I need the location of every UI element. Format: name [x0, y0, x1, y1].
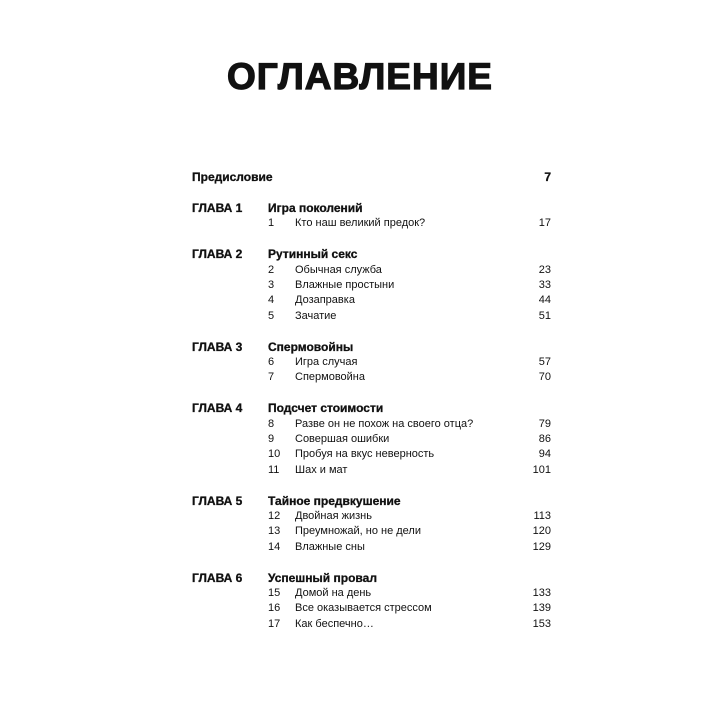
chapter-heading: [192, 247, 551, 262]
section-number: 7: [268, 371, 275, 384]
page-number: 113: [533, 510, 551, 523]
section-title: Преумножай, но не дели: [295, 525, 421, 538]
section-title: Совершая ошибки: [295, 433, 390, 446]
page-number: 139: [532, 602, 551, 615]
preface-label: Предисловие: [192, 170, 273, 184]
section-title: Домой на день: [295, 587, 372, 600]
page-number: 33: [538, 279, 551, 292]
section-number: 12: [268, 510, 281, 523]
page-number: 51: [538, 309, 551, 322]
section-title: Пробуя на вкус неверность: [295, 448, 435, 461]
chapter-group: [192, 571, 551, 632]
toc-entry: [192, 309, 551, 324]
toc-entry: [192, 417, 551, 432]
page-number: 129: [532, 540, 551, 553]
toc-entry: [192, 447, 551, 462]
toc-entry: [192, 432, 551, 447]
section-title: Спермовойна: [295, 371, 365, 384]
section-number: 3: [268, 279, 275, 292]
chapter-heading: [192, 201, 551, 216]
section-number: 13: [268, 525, 281, 538]
chapter-group: [192, 494, 551, 555]
page-number: 94: [538, 448, 551, 461]
section-number: 15: [268, 587, 281, 600]
page-number: 17: [538, 217, 551, 230]
toc-entry: [192, 586, 551, 601]
section-number: 17: [268, 617, 281, 630]
toc-entry: [192, 370, 551, 385]
chapter-group: [192, 201, 551, 232]
section-number: 9: [268, 433, 275, 446]
toc-entry: [192, 355, 551, 370]
chapter-label: ГЛАВА 4: [192, 401, 243, 416]
chapter-label: ГЛАВА 3: [192, 339, 243, 354]
section-number: 6: [268, 356, 275, 369]
page-number: 79: [538, 417, 551, 430]
section-title: Влажные сны: [295, 540, 365, 553]
section-number: 10: [268, 448, 281, 461]
section-number: 1: [268, 217, 275, 230]
toc-entry: [192, 278, 551, 293]
page-number: 86: [538, 433, 551, 446]
page-number: 70: [538, 371, 551, 384]
section-number: 8: [268, 417, 275, 430]
toc-entry: [192, 216, 551, 231]
toc-entry: [192, 263, 551, 278]
section-number: 5: [268, 309, 275, 322]
preface-entry: [192, 170, 551, 185]
page-number: 44: [538, 294, 551, 307]
chapter-title: Подсчет стоимости: [268, 401, 384, 416]
preface-page: 7: [544, 170, 551, 184]
section-number: 16: [268, 602, 281, 615]
chapter-group: [192, 401, 551, 477]
section-title: Обычная служба: [295, 263, 382, 276]
section-title: Влажные простыни: [295, 279, 395, 292]
toc-entry: [192, 540, 551, 555]
page-number: 101: [532, 463, 551, 476]
chapter-group: [192, 340, 551, 386]
toc-entry: [192, 601, 551, 616]
section-title: Зачатие: [295, 309, 337, 322]
section-title: Разве он не похож на своего отца?: [295, 417, 474, 430]
toc-entry: [192, 509, 551, 524]
section-title: Как беспечно…: [295, 617, 374, 630]
section-number: 11: [268, 463, 280, 476]
chapter-heading: [192, 401, 551, 416]
chapter-title: Спермовойны: [268, 339, 354, 354]
section-title: Кто наш великий предок?: [295, 217, 426, 230]
section-title: Все оказывается стрессом: [295, 602, 432, 615]
chapter-title: Тайное предвкушение: [268, 493, 401, 508]
page-number: 153: [532, 617, 551, 630]
chapter-title: Рутинный секс: [268, 247, 358, 262]
chapter-heading: [192, 571, 551, 586]
section-number: 2: [268, 263, 275, 276]
table-of-contents: [192, 170, 551, 648]
toc-entry: [192, 463, 551, 478]
chapter-label: ГЛАВА 1: [192, 201, 243, 216]
section-number: 14: [268, 540, 281, 553]
section-number: 4: [268, 294, 275, 307]
chapter-heading: [192, 340, 551, 355]
section-title: Шах и мат: [295, 463, 348, 476]
toc-entry: [192, 293, 551, 308]
page-number: 57: [538, 356, 551, 369]
chapter-title: Успешный провал: [268, 570, 377, 585]
chapter-label: ГЛАВА 6: [192, 570, 243, 585]
chapter-heading: [192, 494, 551, 509]
chapter-label: ГЛАВА 5: [192, 493, 243, 508]
section-title: Двойная жизнь: [295, 510, 372, 523]
page-number: 120: [532, 525, 551, 538]
toc-entry: [192, 524, 551, 539]
section-title: Дозаправка: [295, 294, 355, 307]
toc-entry: [192, 617, 551, 632]
page-number: 133: [532, 587, 551, 600]
chapter-label: ГЛАВА 2: [192, 247, 243, 262]
page-title: ОГЛАВЛЕНИЕ: [227, 56, 493, 97]
chapter-title: Игра поколений: [268, 201, 363, 216]
page-number: 23: [538, 263, 551, 276]
chapter-group: [192, 247, 551, 323]
section-title: Игра случая: [295, 356, 358, 369]
